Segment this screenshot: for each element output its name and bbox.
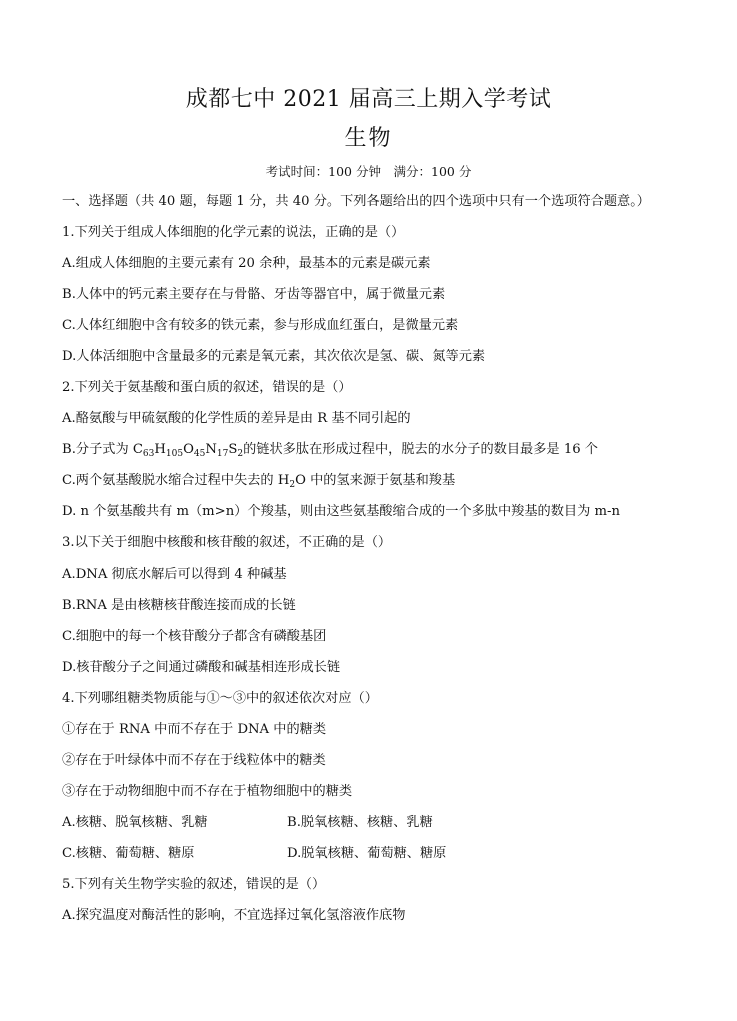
q1-option-b: B.人体中的钙元素主要存在与骨骼、牙齿等器官中，属于微量元素 bbox=[62, 287, 446, 302]
formula-element: O bbox=[183, 442, 194, 457]
exam-info: 考试时间：100 分钟 满分：100 分 bbox=[265, 164, 472, 179]
q3-option-c: C.细胞中的每一个核苷酸分子都含有磷酸基团 bbox=[62, 629, 327, 644]
q4-statement-3: ③存在于动物细胞中而不存在于植物细胞中的糖类 bbox=[62, 784, 353, 799]
formula-subscript: 17 bbox=[216, 449, 229, 459]
q4-option-b: B.脱氧核糖、核糖、乳糖 bbox=[287, 815, 433, 830]
q2-option-b-prefix: B.分子式为 C bbox=[62, 442, 143, 457]
q4-statement-2: ②存在于叶绿体中而不存在于线粒体中的糖类 bbox=[62, 753, 326, 768]
formula-subscript: 2 bbox=[237, 449, 244, 459]
q4-statement-1: ①存在于 RNA 中而不存在于 DNA 中的糖类 bbox=[62, 722, 327, 737]
q3-option-a: A.DNA 彻底水解后可以得到 4 种碱基 bbox=[62, 567, 287, 582]
formula-subscript: 45 bbox=[193, 449, 206, 459]
q4-option-d: D.脱氧核糖、葡萄糖、糖原 bbox=[287, 846, 447, 861]
q2-option-c-suffix: O 中的氢来源于氨基和羧基 bbox=[295, 473, 456, 488]
formula-subscript: 105 bbox=[165, 449, 184, 459]
formula-element: S bbox=[228, 442, 238, 457]
q2-option-b bbox=[62, 441, 598, 459]
formula-subscript: 2 bbox=[289, 480, 296, 490]
section-heading: 一、选择题（共 40 题，每题 1 分，共 40 分。下列各题给出的四个选项中只有一个选项符合题意。） bbox=[62, 194, 650, 209]
q1-option-c: C.人体红细胞中含有较多的铁元素，参与形成血红蛋白，是微量元素 bbox=[62, 318, 459, 333]
exam-title: 成都七中 2021 届高三上期入学考试 bbox=[185, 87, 552, 112]
formula-element: N bbox=[205, 442, 217, 457]
q4-option-c: C.核糖、葡萄糖、糖原 bbox=[62, 846, 195, 861]
q3-option-d: D.核苷酸分子之间通过磷酸和碱基相连形成长链 bbox=[62, 660, 341, 675]
q1-stem: 1.下列关于组成人体细胞的化学元素的说法，正确的是（） bbox=[62, 225, 405, 240]
q5-option-a: A.探究温度对酶活性的影响，不宜选择过氧化氢溶液作底物 bbox=[62, 908, 406, 923]
formula-subscript: 63 bbox=[142, 449, 155, 459]
q2-option-c bbox=[62, 472, 455, 490]
formula-element: H bbox=[154, 442, 166, 457]
q1-option-a: A.组成人体细胞的主要元素有 20 余种，最基本的元素是碳元素 bbox=[62, 256, 431, 271]
q2-option-a: A.酪氨酸与甲硫氨酸的化学性质的差异是由 R 基不同引起的 bbox=[62, 411, 411, 426]
q5-stem: 5.下列有关生物学实验的叙述，错误的是（） bbox=[62, 877, 326, 892]
q4-option-a: A.核糖、脱氧核糖、乳糖 bbox=[62, 815, 208, 830]
q2-option-b-suffix: 的链状多肽在形成过程中，脱去的水分子的数目最多是 16 个 bbox=[243, 442, 598, 457]
q1-option-d: D.人体活细胞中含量最多的元素是氧元素，其次依次是氢、碳、氮等元素 bbox=[62, 349, 486, 364]
q2-option-c-prefix: C.两个氨基酸脱水缩合过程中失去的 H bbox=[62, 473, 290, 488]
q2-option-d: D. n 个氨基酸共有 m（m>n）个羧基，则由这些氨基酸缩合成的一个多肽中羧基的数目为 m-n bbox=[62, 504, 620, 519]
subject-title: 生物 bbox=[344, 126, 393, 151]
q2-stem: 2.下列关于氨基酸和蛋白质的叙述，错误的是（） bbox=[62, 380, 352, 395]
q3-stem: 3.以下关于细胞中核酸和核苷酸的叙述，不正确的是（） bbox=[62, 535, 392, 550]
q4-stem: 4.下列哪组糖类物质能与①～③中的叙述依次对应（） bbox=[62, 691, 378, 706]
q3-option-b: B.RNA 是由核糖核苷酸连接而成的长链 bbox=[62, 598, 296, 613]
